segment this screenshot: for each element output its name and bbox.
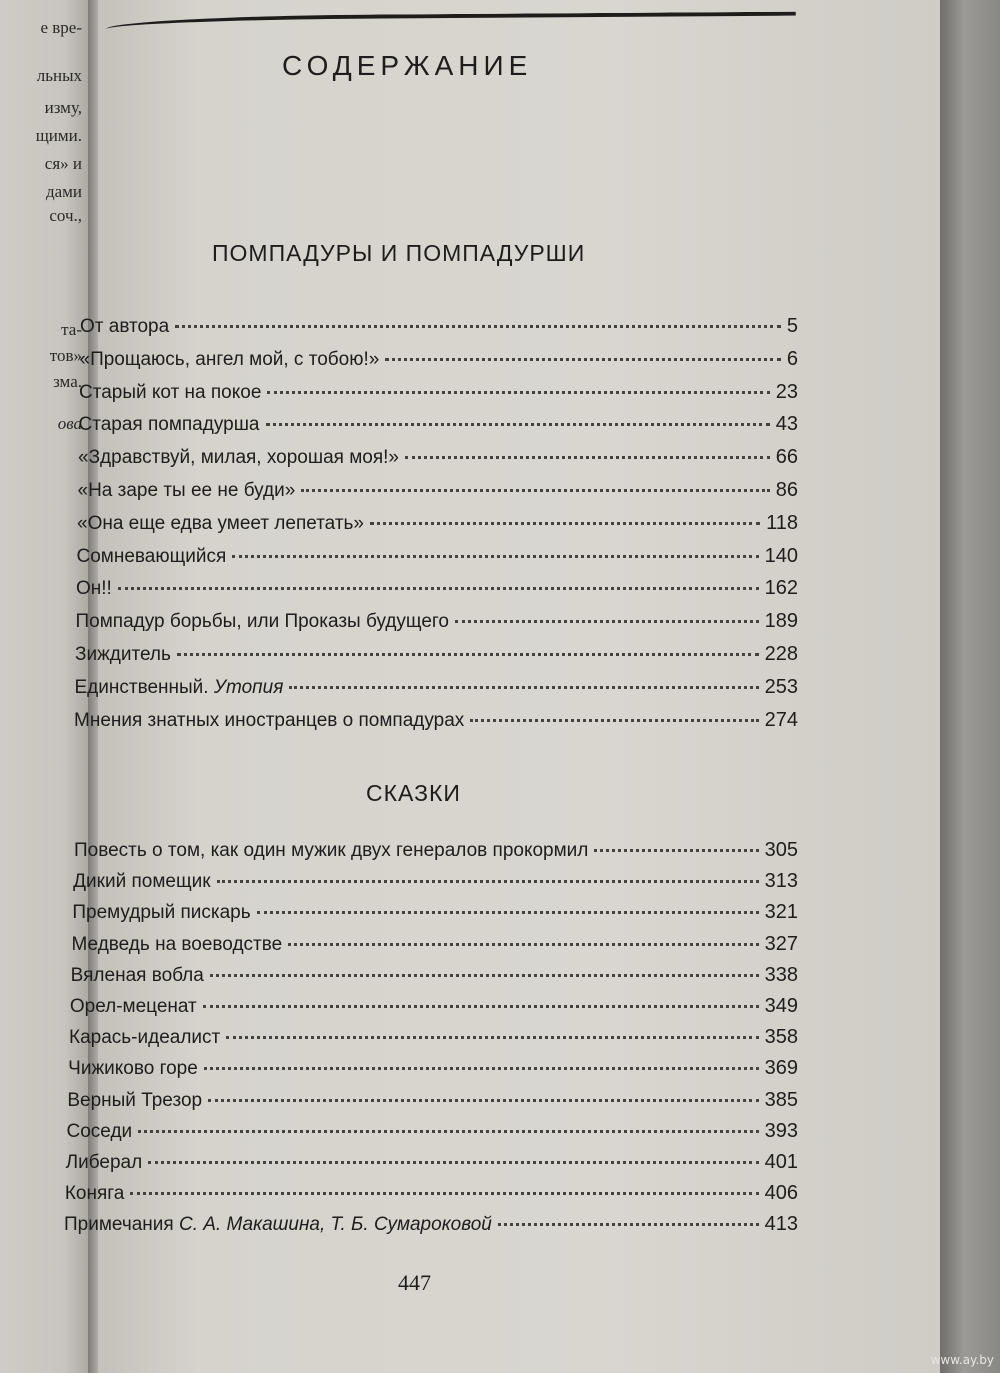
toc-entry-title (69, 1026, 220, 1050)
dot-leader (138, 1129, 758, 1133)
page-edge (940, 0, 1000, 1373)
toc-entry-title-text: Верный Трезор (67, 1089, 203, 1111)
toc-entry-page: 313 (764, 870, 798, 893)
page-number: 447 (398, 1270, 431, 1295)
toc-entry-title (68, 1057, 198, 1081)
toc-entry-title-text: Мнения знатных иностранцев о помпадурах (74, 709, 465, 731)
dot-leader (267, 390, 769, 394)
toc-entry (66, 1150, 798, 1175)
toc-entry-page: 369 (764, 1057, 798, 1080)
toc-entry-title (78, 446, 399, 470)
toc-entry-page: 274 (764, 708, 798, 731)
dot-leader (405, 455, 770, 459)
toc-entry (75, 675, 799, 700)
toc-entry (69, 1025, 798, 1050)
toc-entry-title (66, 1151, 143, 1175)
dot-leader (210, 973, 759, 977)
toc-entry-title-text: Единственный. (74, 676, 209, 698)
left-page-fragment: е вре- (40, 18, 82, 37)
watermark: www.ay.by (930, 1353, 994, 1367)
toc-entry-page: 253 (764, 675, 798, 698)
toc-entry (78, 445, 798, 470)
toc-entry (74, 838, 798, 863)
toc-entry-page: 228 (764, 643, 798, 665)
left-page-fragment: зма. (53, 372, 82, 391)
toc-entry-page: 6 (786, 347, 798, 370)
toc-entry-title (80, 348, 380, 372)
toc-entry-title (78, 479, 296, 503)
toc-entry (76, 609, 799, 634)
toc-entry-title-text: Коняга (64, 1183, 125, 1205)
toc-entry-title-text: Соседи (66, 1120, 133, 1142)
toc-entry-page: 349 (764, 995, 798, 1017)
toc-entry-page: 413 (764, 1213, 798, 1236)
toc-entry (79, 412, 799, 437)
toc-entry-page: 5 (786, 315, 798, 337)
toc-entry-title-text: Дикий помещик (73, 871, 211, 893)
toc-entry-subtitle: Утопия (213, 676, 284, 698)
toc-entry-page: 327 (764, 932, 798, 955)
toc-entry-title (80, 315, 169, 339)
toc-entry-title (72, 901, 250, 925)
toc-entry-page: 406 (764, 1182, 798, 1205)
toc-entry-title-text: Чижиково горе (68, 1058, 198, 1080)
decorative-rule (106, 12, 796, 49)
dot-leader (217, 879, 759, 883)
toc-entry-title (64, 1213, 492, 1237)
toc-entry (79, 380, 798, 405)
toc-entry (76, 576, 798, 601)
dot-leader (177, 652, 759, 656)
toc-entry-title-text: «Она еще едва умеет лепетать» (77, 512, 364, 534)
toc-entry-title-text: «На заре ты ее не буди» (77, 480, 296, 501)
toc-entry-title (67, 1089, 202, 1113)
toc-entry (78, 478, 799, 503)
left-page-fragment: льных (36, 66, 82, 85)
toc-entry-title (72, 933, 283, 957)
dot-leader (226, 1035, 758, 1039)
toc-entry-title-text: Орел-меценат (69, 996, 197, 1017)
toc-entry (73, 869, 798, 894)
dot-leader (470, 718, 758, 722)
toc-entry-page: 140 (764, 544, 798, 567)
left-page-fragment: тов» (49, 346, 82, 365)
left-page-fragment: дами (45, 182, 82, 201)
toc-entry-page: 401 (764, 1151, 798, 1173)
toc-entry-title-text: Повесть о том, как один мужик двух генералов прокормил (74, 840, 589, 861)
toc-entry (80, 347, 799, 372)
toc-entry-page: 305 (764, 839, 798, 861)
toc-entry-title (65, 1182, 125, 1206)
toc-entry-title-text: Помпадур борьбы, или Проказы будущего (75, 611, 449, 633)
toc-entry-page: 118 (766, 511, 798, 534)
toc-entry (65, 1181, 798, 1206)
toc-entry (72, 932, 799, 957)
toc-entry-subtitle: С. А. Макашина, Т. Б. Сумароковой (178, 1214, 492, 1236)
dot-leader (148, 1160, 758, 1164)
dot-leader (175, 324, 781, 328)
dot-leader (208, 1098, 759, 1102)
dot-leader (498, 1222, 759, 1226)
toc-entry-page: 43 (775, 413, 798, 436)
dot-leader (232, 554, 758, 558)
toc-entry-page: 189 (764, 610, 798, 633)
toc-entry-title-text: Премудрый пискарь (72, 902, 251, 924)
dot-leader (266, 422, 770, 426)
dot-leader (257, 910, 759, 914)
toc-entry-page: 321 (764, 901, 798, 924)
left-page-fragment: ся» и (44, 154, 82, 173)
dot-leader (370, 521, 760, 525)
dot-leader (203, 1004, 759, 1008)
toc-entry-title (77, 512, 364, 536)
dot-leader (301, 488, 769, 492)
left-page-fragment: та- (61, 320, 82, 339)
toc-entry-title-text: Старый кот на покое (79, 381, 262, 403)
toc-entry-title (76, 610, 449, 634)
toc-entry-page: 385 (764, 1088, 798, 1111)
left-page-fragment: изму, (44, 98, 82, 117)
left-page-fragment: ова (57, 414, 82, 433)
toc-entry (77, 544, 799, 569)
toc-entry-title-text: Примечания (64, 1214, 174, 1236)
dot-leader (130, 1191, 758, 1195)
section-title: СКАЗКИ (366, 780, 461, 806)
left-page-fragment: щими. (35, 126, 82, 145)
toc-entry (77, 511, 798, 536)
toc-entry-title-text: Он!! (76, 578, 112, 600)
toc-entry-page: 86 (775, 479, 798, 501)
toc-entry-page: 358 (764, 1026, 798, 1049)
toc-entry (67, 1119, 799, 1144)
left-page-fragment: соч., (49, 206, 82, 225)
dot-leader (594, 848, 758, 852)
toc-entry-title (77, 545, 227, 569)
toc-entry-page: 162 (764, 577, 798, 600)
section-title: ПОМПАДУРЫ И ПОМПАДУРШИ (212, 240, 586, 266)
dot-leader (385, 357, 781, 361)
toc-entry-title-text: «Прощаюсь, ангел мой, с тобою!» (79, 348, 380, 370)
toc-entry-title (70, 995, 197, 1019)
toc-entry (68, 1056, 798, 1081)
toc-entry-title (76, 577, 112, 601)
toc-entry (67, 1088, 798, 1113)
toc-entry-title-text: Вяленая вобла (70, 964, 204, 986)
toc-entry-page: 66 (775, 446, 798, 469)
toc-entry-page: 23 (775, 380, 798, 403)
toc-entry-title-text: «Здравствуй, милая, хорошая моя!» (78, 447, 399, 469)
toc-entry-title-text: Либерал (65, 1152, 143, 1173)
dot-leader (118, 586, 759, 590)
page-title: СОДЕРЖАНИЕ (282, 50, 533, 81)
toc-entry-title (74, 839, 588, 863)
toc-entry-title (67, 1120, 133, 1144)
toc-entry-title (73, 870, 210, 894)
toc-entry (64, 1212, 798, 1237)
toc-entry-title-text: Медведь на воеводстве (71, 933, 283, 955)
toc-entry-title (74, 709, 464, 733)
toc-entry (70, 994, 798, 1019)
toc-entry-page: 393 (764, 1119, 798, 1142)
toc-entry-title-text: Сомневающийся (76, 545, 227, 567)
dot-leader (204, 1066, 759, 1070)
toc-entry (72, 900, 798, 925)
toc-entry-title (75, 643, 171, 667)
dot-leader (288, 942, 758, 946)
toc-entry-title (71, 964, 204, 988)
toc-entry-title-text: От автора (80, 316, 170, 337)
toc-entry (75, 642, 798, 667)
dot-leader (289, 685, 758, 689)
toc-entry-title-text: Карась-идеалист (69, 1027, 221, 1049)
toc-entry-page: 338 (764, 963, 798, 986)
dot-leader (455, 619, 759, 623)
toc-entry-title-text: Старая помпадурша (78, 414, 260, 436)
toc-entry-title (75, 676, 284, 700)
toc-entry (71, 963, 798, 988)
toc-entry-title-text: Зиждитель (75, 644, 171, 665)
toc-entry-title (79, 413, 260, 437)
toc-entry-title (79, 381, 261, 405)
toc-entry (80, 314, 798, 339)
toc-entry (74, 708, 798, 733)
